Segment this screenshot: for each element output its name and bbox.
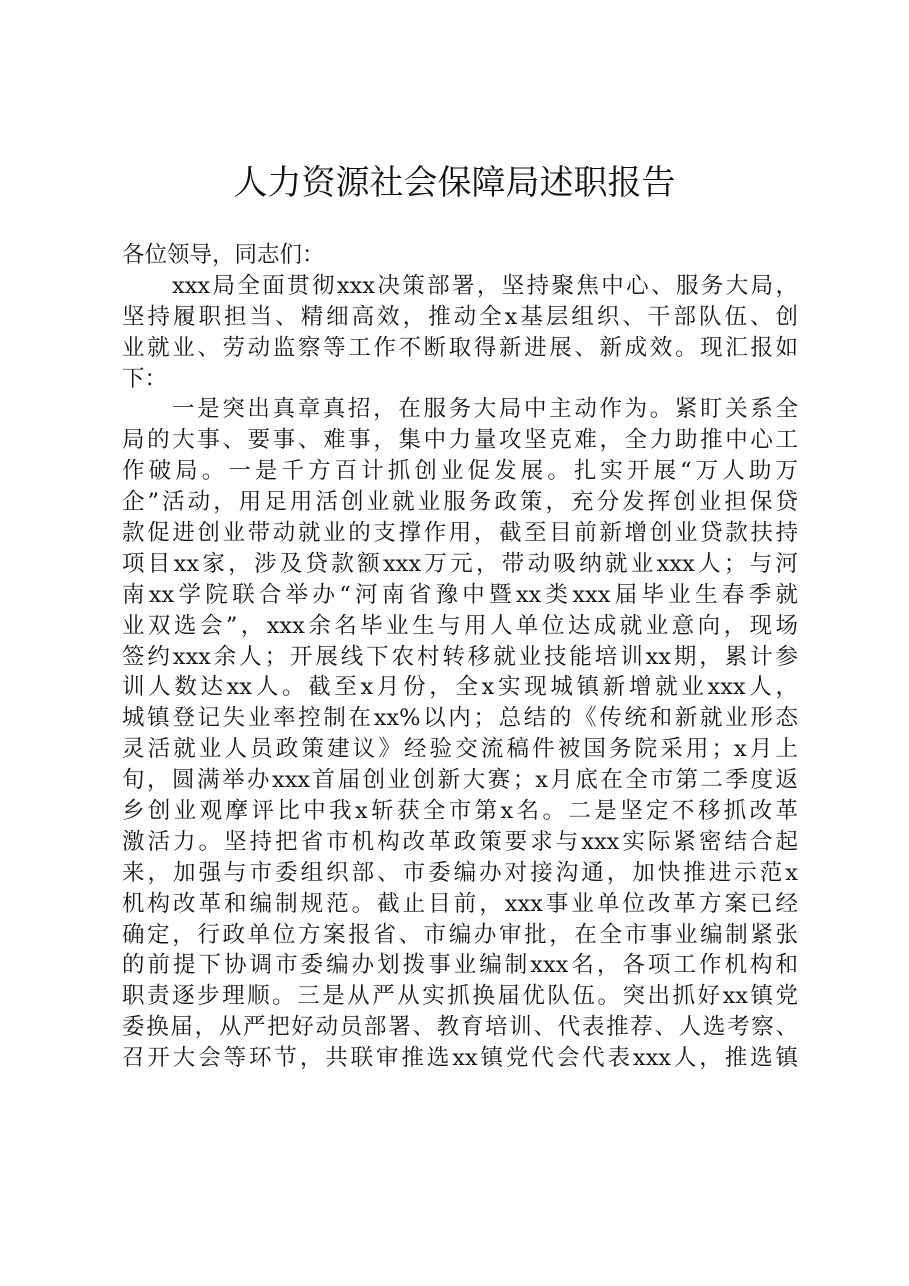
paragraph-line: 款促进创业带动就业的支撑作用，截至目前新增创业贷款扶持 [122,520,798,547]
paragraph-line: 签约xxx余人；开展线下农村转移就业技能培训xx期，累计参 [122,643,798,670]
paragraph-line: 城镇登记失业率控制在xx%以内；总结的《传统和新就业形态 [122,705,798,732]
paragraph-line: 旬，圆满举办xxx首届创业创新大赛；x月底在全市第二季度返 [122,767,798,794]
paragraph-line: xxx局全面贯彻xxx决策部署，坚持聚焦中心、服务大局， [172,272,798,299]
paragraph-line: 下： [122,365,168,392]
paragraph-line: 确定，行政单位方案报省、市编办审批，在全市事业编制紧张 [122,921,798,948]
paragraph-line: 业双选会”，xxx余名毕业生与用人单位达成就业意向，现场 [122,612,798,639]
paragraph-line: 委换届，从严把好动员部署、教育培训、代表推荐、人选考察、 [122,1014,798,1041]
document-title: 人力资源社会保障局述职报告 [233,163,676,203]
paragraph-line: 一是突出真章真招，在服务大局中主动作为。紧盯关系全 [172,396,798,423]
paragraph-line: 训人数达xx人。截至x月份，全x实现城镇新增就业xxx人， [122,674,798,701]
paragraph-line: 召开大会等环节，共联审推选xx镇党代会代表xxx人，推选镇 [122,1045,798,1072]
paragraph-line: 职责逐步理顺。三是从严从实抓换届优队伍。突出抓好xx镇党 [122,983,798,1010]
salutation: 各位领导，同志们： [122,242,325,268]
paragraph-line: 坚持履职担当、精细高效，推动全x基层组织、干部队伍、创 [122,303,798,330]
paragraph-line: 来，加强与市委组织部、市委编办对接沟通，加快推进示范x [122,859,798,886]
paragraph-line: 作破局。一是千方百计抓创业促发展。扎实开展“万人助万 [122,458,798,485]
paragraph-line: 项目xx家，涉及贷款额xxx万元，带动吸纳就业xxx人；与河 [122,550,798,577]
paragraph-line: 激活力。坚持把省市机构改革政策要求与xxx实际紧密结合起 [122,828,798,855]
document-body [122,240,798,1074]
paragraph-line: 灵活就业人员政策建议》经验交流稿件被国务院采用；x月上 [122,736,798,763]
paragraph-line: 的前提下协调市委编办划拨事业编制xxx名，各项工作机构和 [122,952,798,979]
paragraph-line: 企”活动，用足用活创业就业服务政策，充分发挥创业担保贷 [122,489,798,516]
paragraph-line: 南xx学院联合举办“河南省豫中暨xx类xxx届毕业生春季就 [122,581,798,608]
paragraph-line: 机构改革和编制规范。截止目前，xxx事业单位改革方案已经 [122,890,798,917]
paragraph-line: 乡创业观摩评比中我x斩获全市第x名。二是坚定不移抓改革 [122,798,798,825]
paragraph-line: 局的大事、要事、难事，集中力量攻坚克难，全力助推中心工 [122,427,798,454]
paragraph-line: 业就业、劳动监察等工作不断取得新进展、新成效。现汇报如 [122,334,798,361]
